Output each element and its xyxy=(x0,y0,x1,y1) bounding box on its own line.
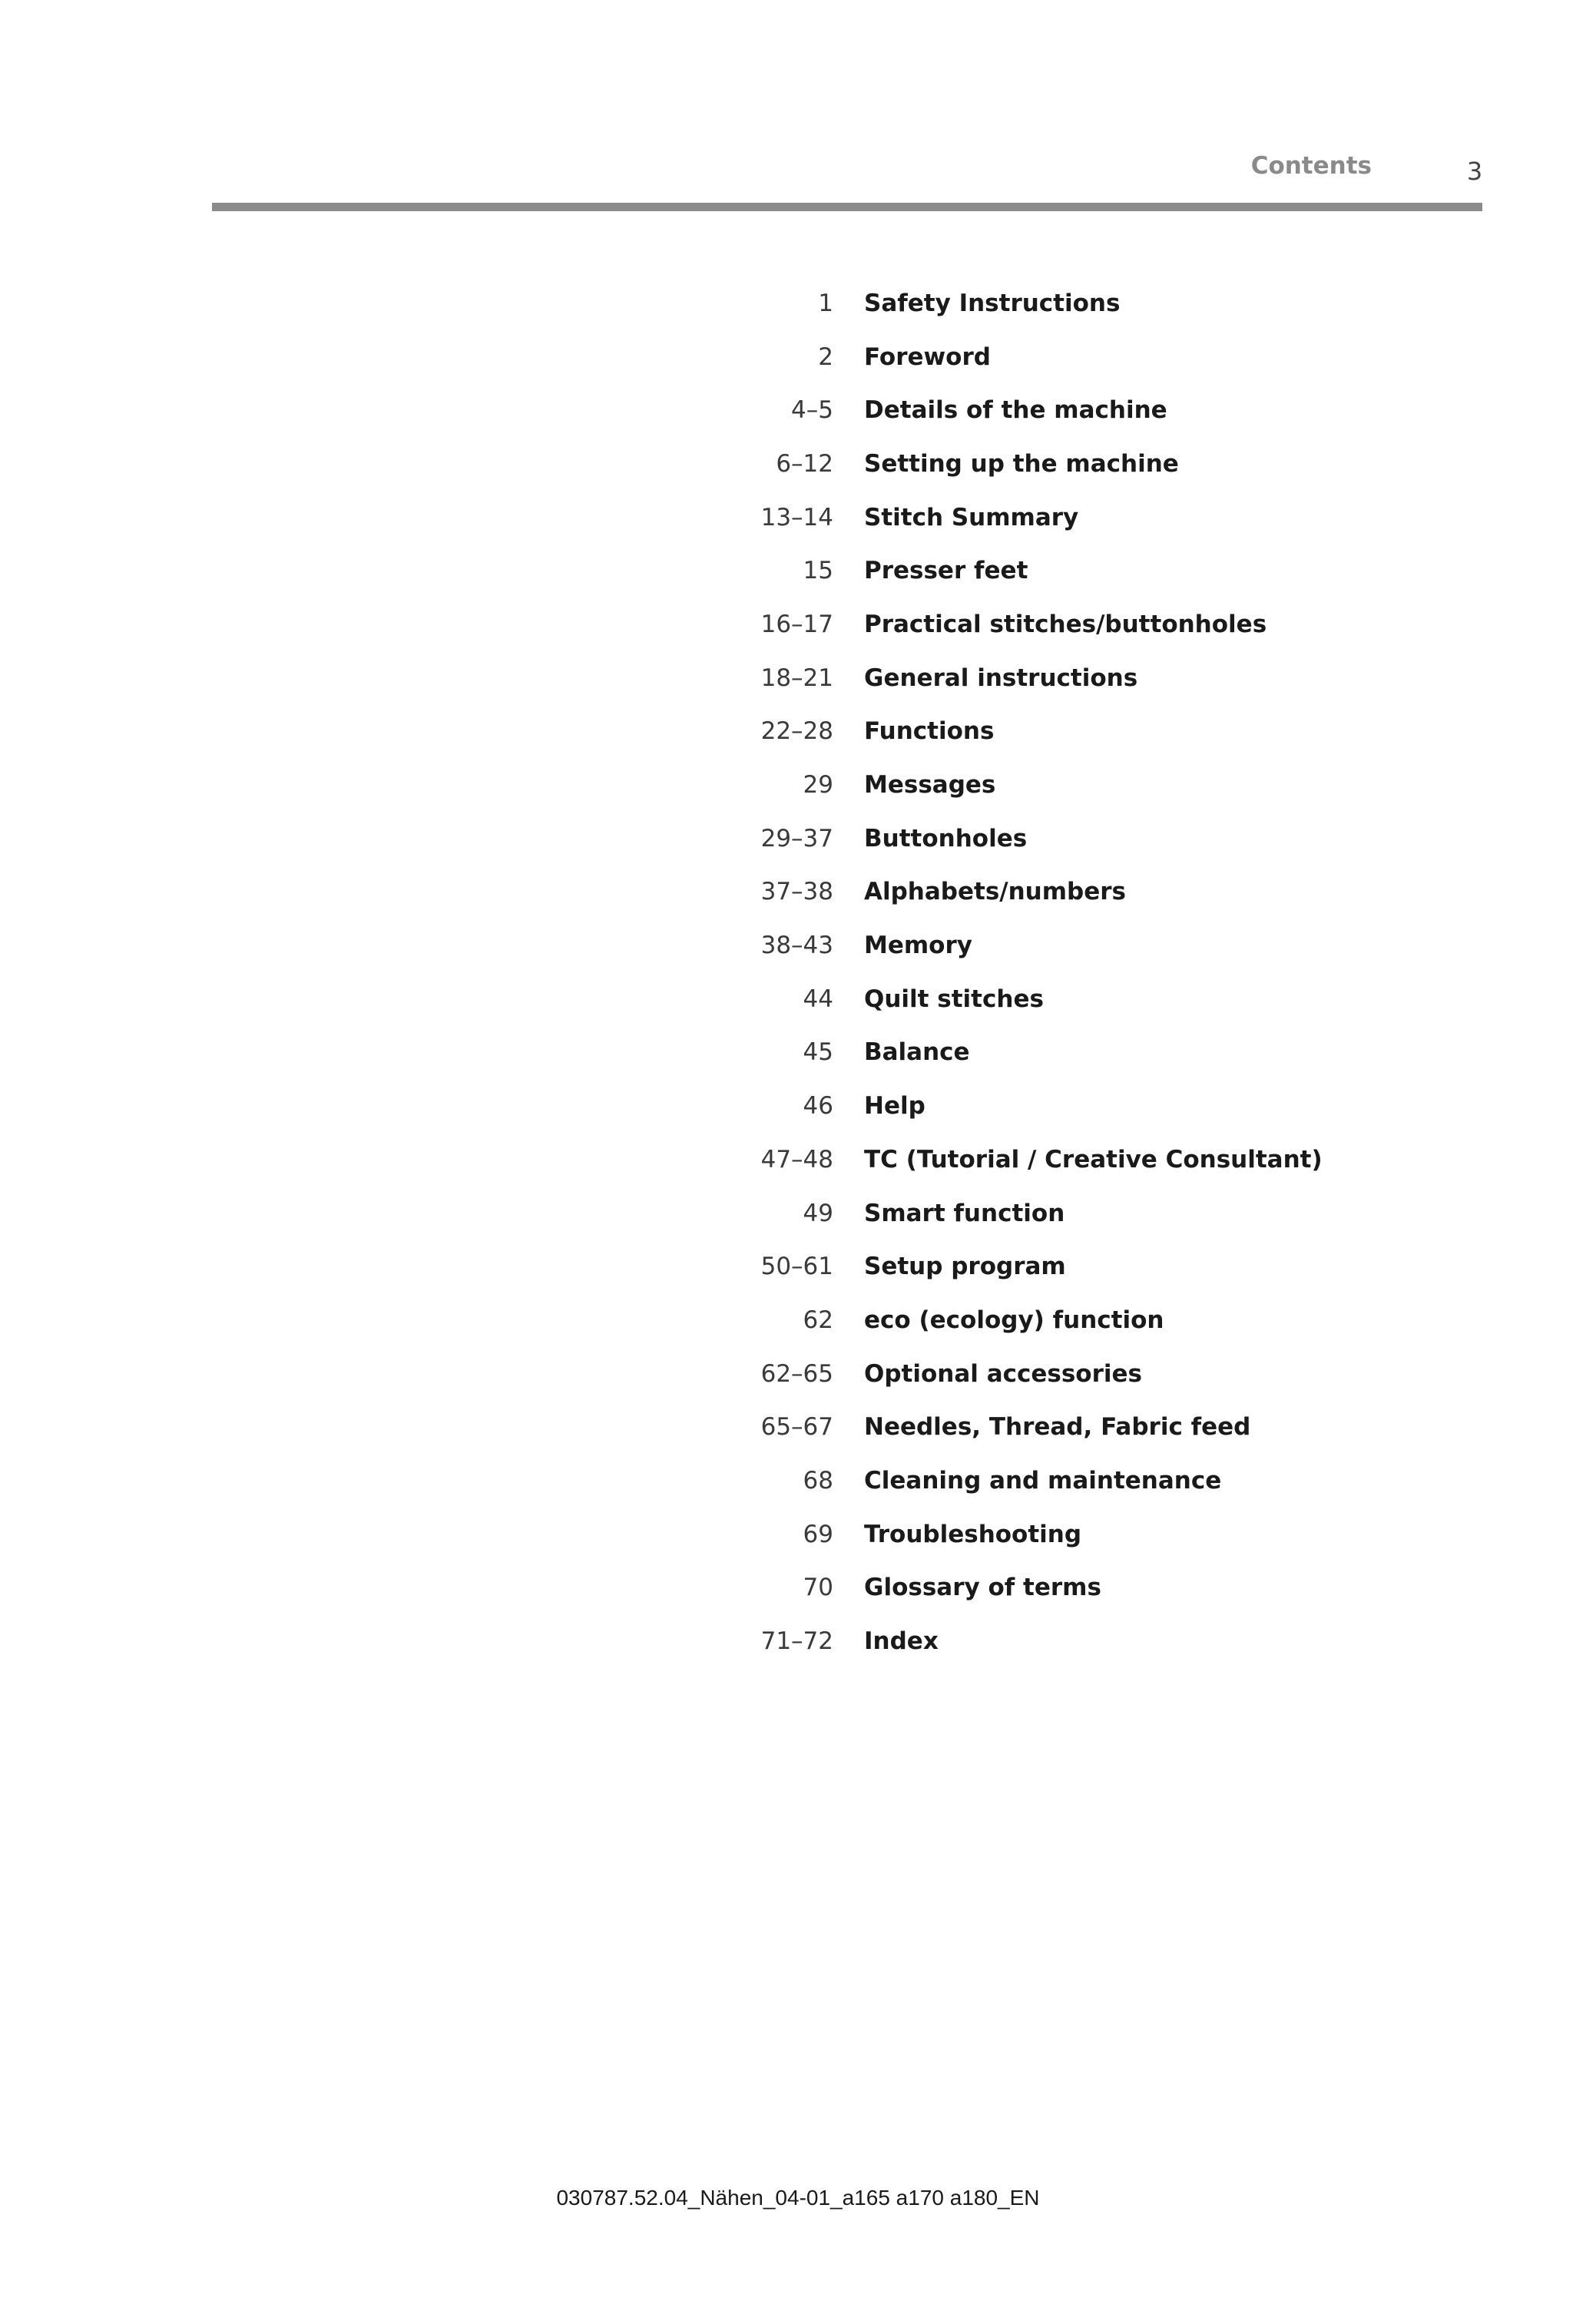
toc-title[interactable]: Memory xyxy=(864,932,972,960)
toc-entry[interactable] xyxy=(691,812,1382,866)
toc-entry[interactable] xyxy=(691,437,1382,491)
toc-entry[interactable] xyxy=(691,866,1382,919)
toc-title[interactable]: Needles, Thread, Fabric feed xyxy=(864,1413,1251,1442)
toc-page-range: 18–21 xyxy=(760,664,833,692)
toc-title[interactable]: Troubleshooting xyxy=(864,1520,1082,1548)
toc-page-range: 44 xyxy=(803,985,833,1013)
toc-page-range: 50–61 xyxy=(760,1253,833,1281)
toc-entry[interactable] xyxy=(691,651,1382,705)
toc-page-range: 29–37 xyxy=(760,824,833,852)
toc-page-range: 29 xyxy=(803,771,833,799)
toc-page-range: 62–65 xyxy=(760,1359,833,1388)
toc-entry[interactable] xyxy=(691,919,1382,972)
toc-page-range: 65–67 xyxy=(760,1413,833,1442)
toc-title[interactable]: Glossary of terms xyxy=(864,1574,1101,1602)
toc-entry[interactable] xyxy=(691,705,1382,759)
toc-title[interactable]: Smart function xyxy=(864,1199,1065,1227)
toc-page-range: 46 xyxy=(803,1092,833,1121)
toc-page-range: 38–43 xyxy=(760,932,833,960)
toc-page-range: 22–28 xyxy=(760,717,833,746)
toc-page-range: 1 xyxy=(818,289,833,317)
toc-entry[interactable] xyxy=(691,1293,1382,1347)
toc-page-range: 2 xyxy=(818,343,833,371)
toc-entry[interactable] xyxy=(691,330,1382,384)
toc-title[interactable]: Messages xyxy=(864,771,996,799)
toc-title[interactable]: Alphabets/numbers xyxy=(864,878,1126,906)
toc-entry[interactable] xyxy=(691,1133,1382,1187)
toc-title[interactable]: Stitch Summary xyxy=(864,503,1079,531)
section-label: Contents xyxy=(1250,152,1372,180)
toc-page-range: 49 xyxy=(803,1199,833,1227)
toc-page-range: 4–5 xyxy=(791,396,833,425)
toc-title[interactable]: Buttonholes xyxy=(864,824,1028,852)
toc-entry[interactable] xyxy=(691,1561,1382,1615)
toc-entry[interactable] xyxy=(691,1614,1382,1668)
toc-entry[interactable] xyxy=(691,598,1382,651)
toc-page-range: 70 xyxy=(803,1574,833,1602)
toc-page-range: 6–12 xyxy=(776,449,833,478)
toc-page-range: 15 xyxy=(803,557,833,585)
toc-title[interactable]: Details of the machine xyxy=(864,396,1167,425)
toc-page-range: 69 xyxy=(803,1520,833,1548)
toc-title[interactable]: Cleaning and maintenance xyxy=(864,1466,1222,1495)
toc-page-range: 47–48 xyxy=(760,1145,833,1174)
toc-page-range: 37–38 xyxy=(760,878,833,906)
toc-entry[interactable] xyxy=(691,1079,1382,1133)
toc-entry[interactable] xyxy=(691,1240,1382,1293)
toc-title[interactable]: General instructions xyxy=(864,664,1138,692)
toc-title[interactable]: Balance xyxy=(864,1038,970,1067)
toc-title[interactable]: Help xyxy=(864,1092,925,1121)
toc-title[interactable]: Safety Instructions xyxy=(864,289,1121,317)
toc-entry[interactable] xyxy=(691,1026,1382,1080)
page-number: 3 xyxy=(1466,157,1483,186)
toc-entry[interactable] xyxy=(691,972,1382,1026)
toc-title[interactable]: Optional accessories xyxy=(864,1359,1142,1388)
toc-entry[interactable] xyxy=(691,1347,1382,1401)
header-rule xyxy=(212,203,1482,211)
toc-entry[interactable] xyxy=(691,1508,1382,1561)
toc-title[interactable]: Presser feet xyxy=(864,557,1028,585)
toc-title[interactable]: Setup program xyxy=(864,1253,1066,1281)
toc-page-range: 68 xyxy=(803,1466,833,1495)
toc-entry[interactable] xyxy=(691,383,1382,437)
toc-title[interactable]: Quilt stitches xyxy=(864,985,1044,1013)
toc-entry[interactable] xyxy=(691,276,1382,330)
table-of-contents xyxy=(691,276,1382,1668)
toc-entry[interactable] xyxy=(691,491,1382,545)
toc-entry[interactable] xyxy=(691,758,1382,812)
toc-entry[interactable] xyxy=(691,1187,1382,1240)
toc-title[interactable]: Index xyxy=(864,1627,939,1656)
toc-page-range: 45 xyxy=(803,1038,833,1067)
document-code: 030787.52.04_Nähen_04-01_a165 a170 a180_EN xyxy=(556,2186,1040,2210)
toc-title[interactable]: eco (ecology) function xyxy=(864,1306,1164,1334)
toc-entry[interactable] xyxy=(691,1400,1382,1454)
toc-page-range: 13–14 xyxy=(760,503,833,531)
toc-title[interactable]: Setting up the machine xyxy=(864,449,1179,478)
toc-entry[interactable] xyxy=(691,544,1382,598)
toc-entry[interactable] xyxy=(691,1454,1382,1508)
toc-title[interactable]: TC (Tutorial / Creative Consultant) xyxy=(864,1145,1323,1174)
toc-title[interactable]: Practical stitches/buttonholes xyxy=(864,610,1267,638)
toc-title[interactable]: Functions xyxy=(864,717,995,746)
toc-page-range: 71–72 xyxy=(760,1627,833,1656)
toc-title[interactable]: Foreword xyxy=(864,343,991,371)
toc-page-range: 62 xyxy=(803,1306,833,1334)
toc-page-range: 16–17 xyxy=(760,610,833,638)
